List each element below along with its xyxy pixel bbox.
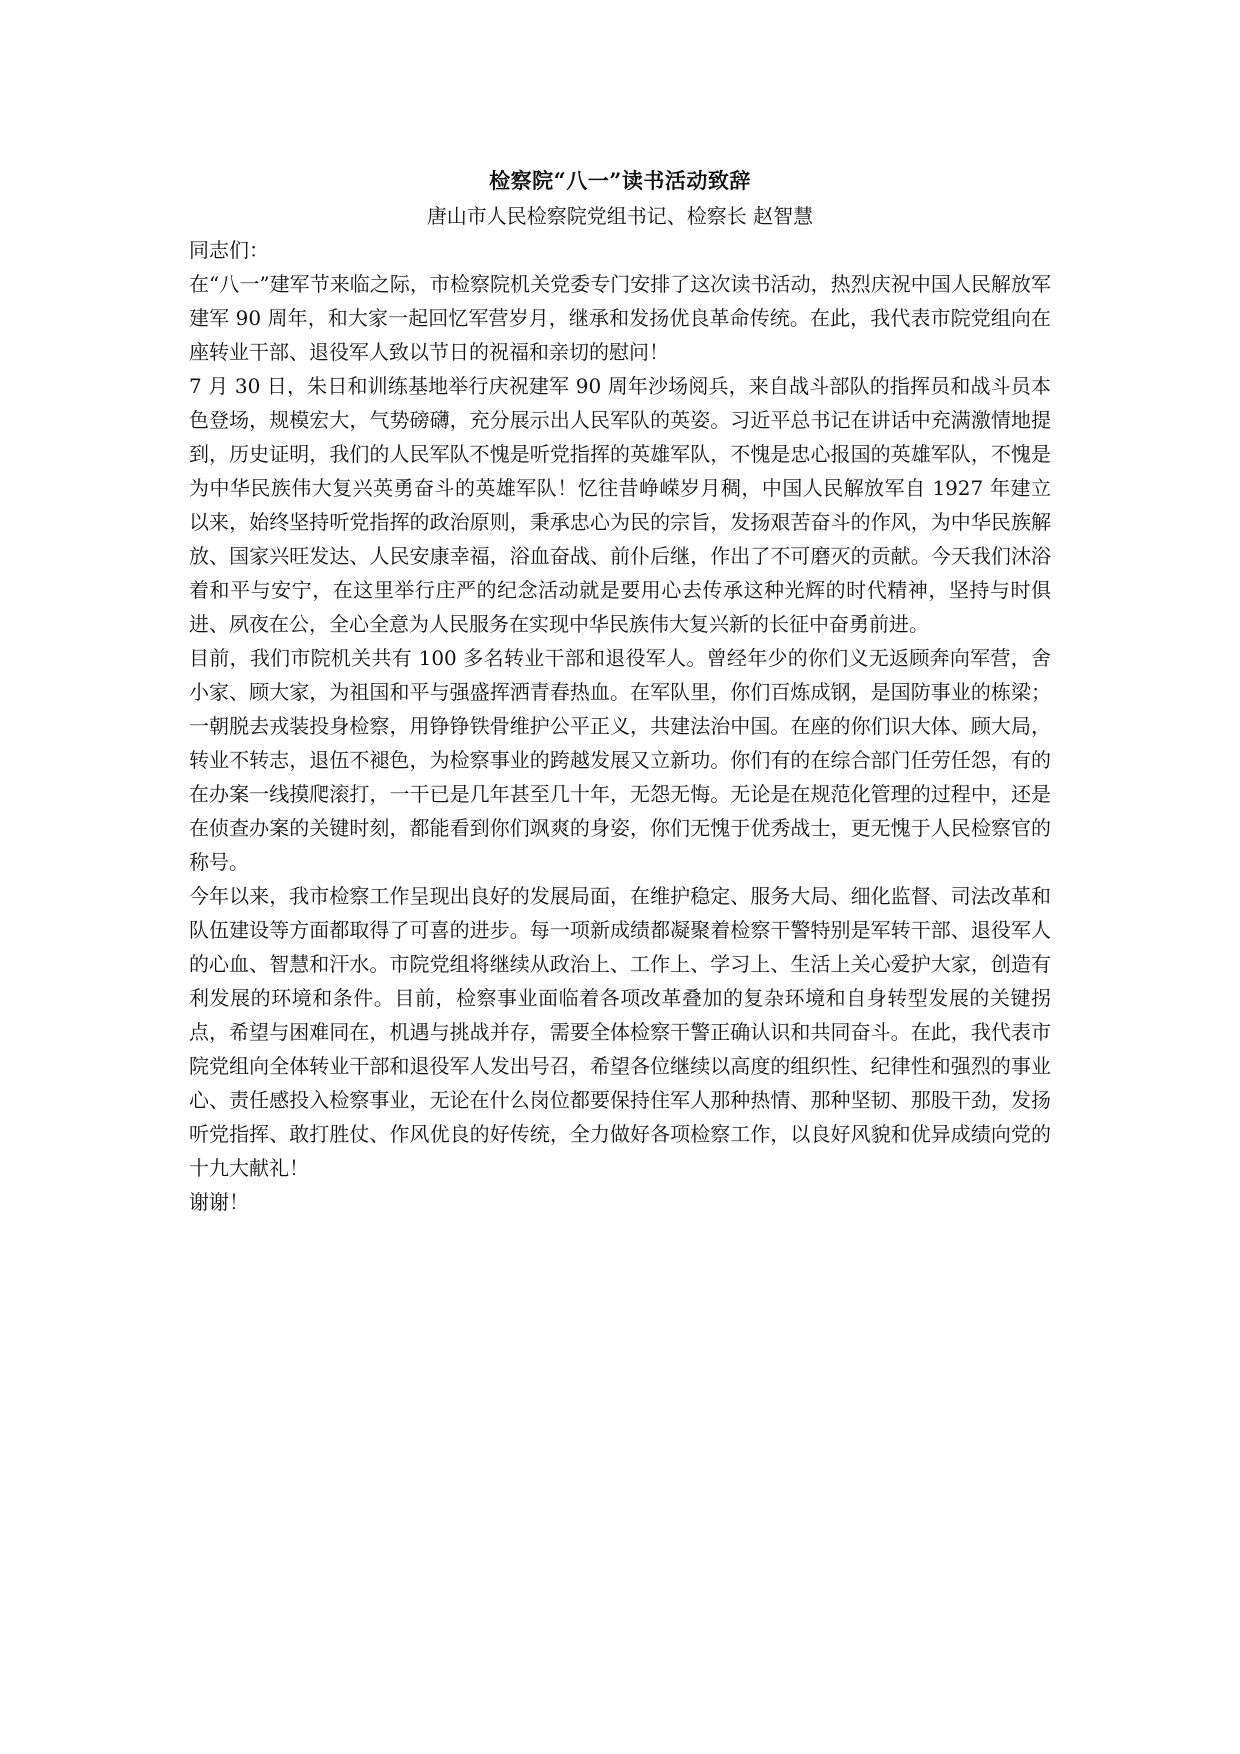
paragraph-4: 今年以来，我市检察工作呈现出良好的发展局面，在维护稳定、服务大局、细化监督、司法改革和队伍建设等方面都取得了可喜的进步。每一项新成绩都凝聚着检察干警特别是军转干部、退役军人的心血、智慧和汗水。市院党组将继续从政治上、工作上、学习上、生活上关心爱护大家，创造有利发展的环境和条件。目前，检察事业面临着各项改革叠加的复杂环境和自身转型发展的关键拐点，希望与困难同在，机遇与挑战并存，需要全体检察干警正确认识和共同奋斗。在此，我代表市院党组向全体转业干部和退役军人发出号召，希望各位继续以高度的组织性、纪律性和强烈的事业心、责任感投入检察事业，无论在什么岗位都要保持住军人那种热情、那种坚韧、那股干劲，发扬听党指挥、敢打胜仗、作风优良的好传统，全力做好各项检察工作，以良好风貌和优异成绩向党的十九大献礼！ — [189, 884, 1051, 1180]
paragraph-2: 7 月 30 日，朱日和训练基地举行庆祝建军 90 周年沙场阅兵，来自战斗部队的指挥员和战斗员本色登场，规模宏大，气势磅礴，充分展示出人民军队的英姿。习近平总书记在讲话中充满激情地提到，历史证明，我们的人民军队不愧是听党指挥的英雄军队，不愧是忠心报国的英雄军队，不愧是为中华民族伟大复兴英勇奋斗的英雄军队！忆往昔峥嵘岁月稠，中国人民解放军自 1927 年建立以来，始终坚持听党指挥的政治原则，秉承忠心为民的宗旨，发扬艰苦奋斗的作风，为中华民族解放、国家兴旺发达、人民安康幸福，浴血奋战、前仆后继，作出了不可磨灭的贡献。今天我们沐浴着和平与安宁，在这里举行庄严的纪念活动就是要用心去传承这种光辉的时代精神，坚持与时俱进、夙夜在公，全心全意为人民服务在实现中华民族伟大复兴新的长征中奋勇前进。 — [189, 374, 1051, 636]
document-title: 检察院“八一”读书活动致辞 — [489, 168, 751, 193]
paragraph-1: 在“八一”建军节来临之际，市检察院机关党委专门安排了这次读书活动，热烈庆祝中国人民解放军建军 90 周年，和大家一起回忆军营岁月，继承和发扬优良革命传统。在此，我代表市院党组向在座转业干部、退役军人致以节日的祝福和亲切的慰问！ — [189, 272, 1051, 364]
greeting: 同志们： — [189, 238, 269, 262]
closing-line: 谢谢！ — [189, 1190, 249, 1214]
paragraph-3: 目前，我们市院机关共有 100 多名转业干部和退役军人。曾经年少的你们义无返顾奔向军营，舍小家、顾大家，为祖国和平与强盛挥洒青春热血。在军队里，你们百炼成钢，是国防事业的栋梁；一朝脱去戎装投身检察，用铮铮铁骨维护公平正义，共建法治中国。在座的你们识大体、顾大局，转业不转志，退伍不褪色，为检察事业的跨越发展又立新功。你们有的在综合部门任劳任怨，有的在办案一线摸爬滚打，一干已是几年甚至几十年，无怨无悔。无论是在规范化管理的过程中，还是在侦查办案的关键时刻，都能看到你们飒爽的身姿，你们无愧于优秀战士，更无愧于人民检察官的称号。 — [189, 646, 1051, 874]
document-body — [189, 163, 1051, 1219]
author-line: 唐山市人民检察院党组书记、检察长 赵智慧 — [426, 204, 814, 228]
